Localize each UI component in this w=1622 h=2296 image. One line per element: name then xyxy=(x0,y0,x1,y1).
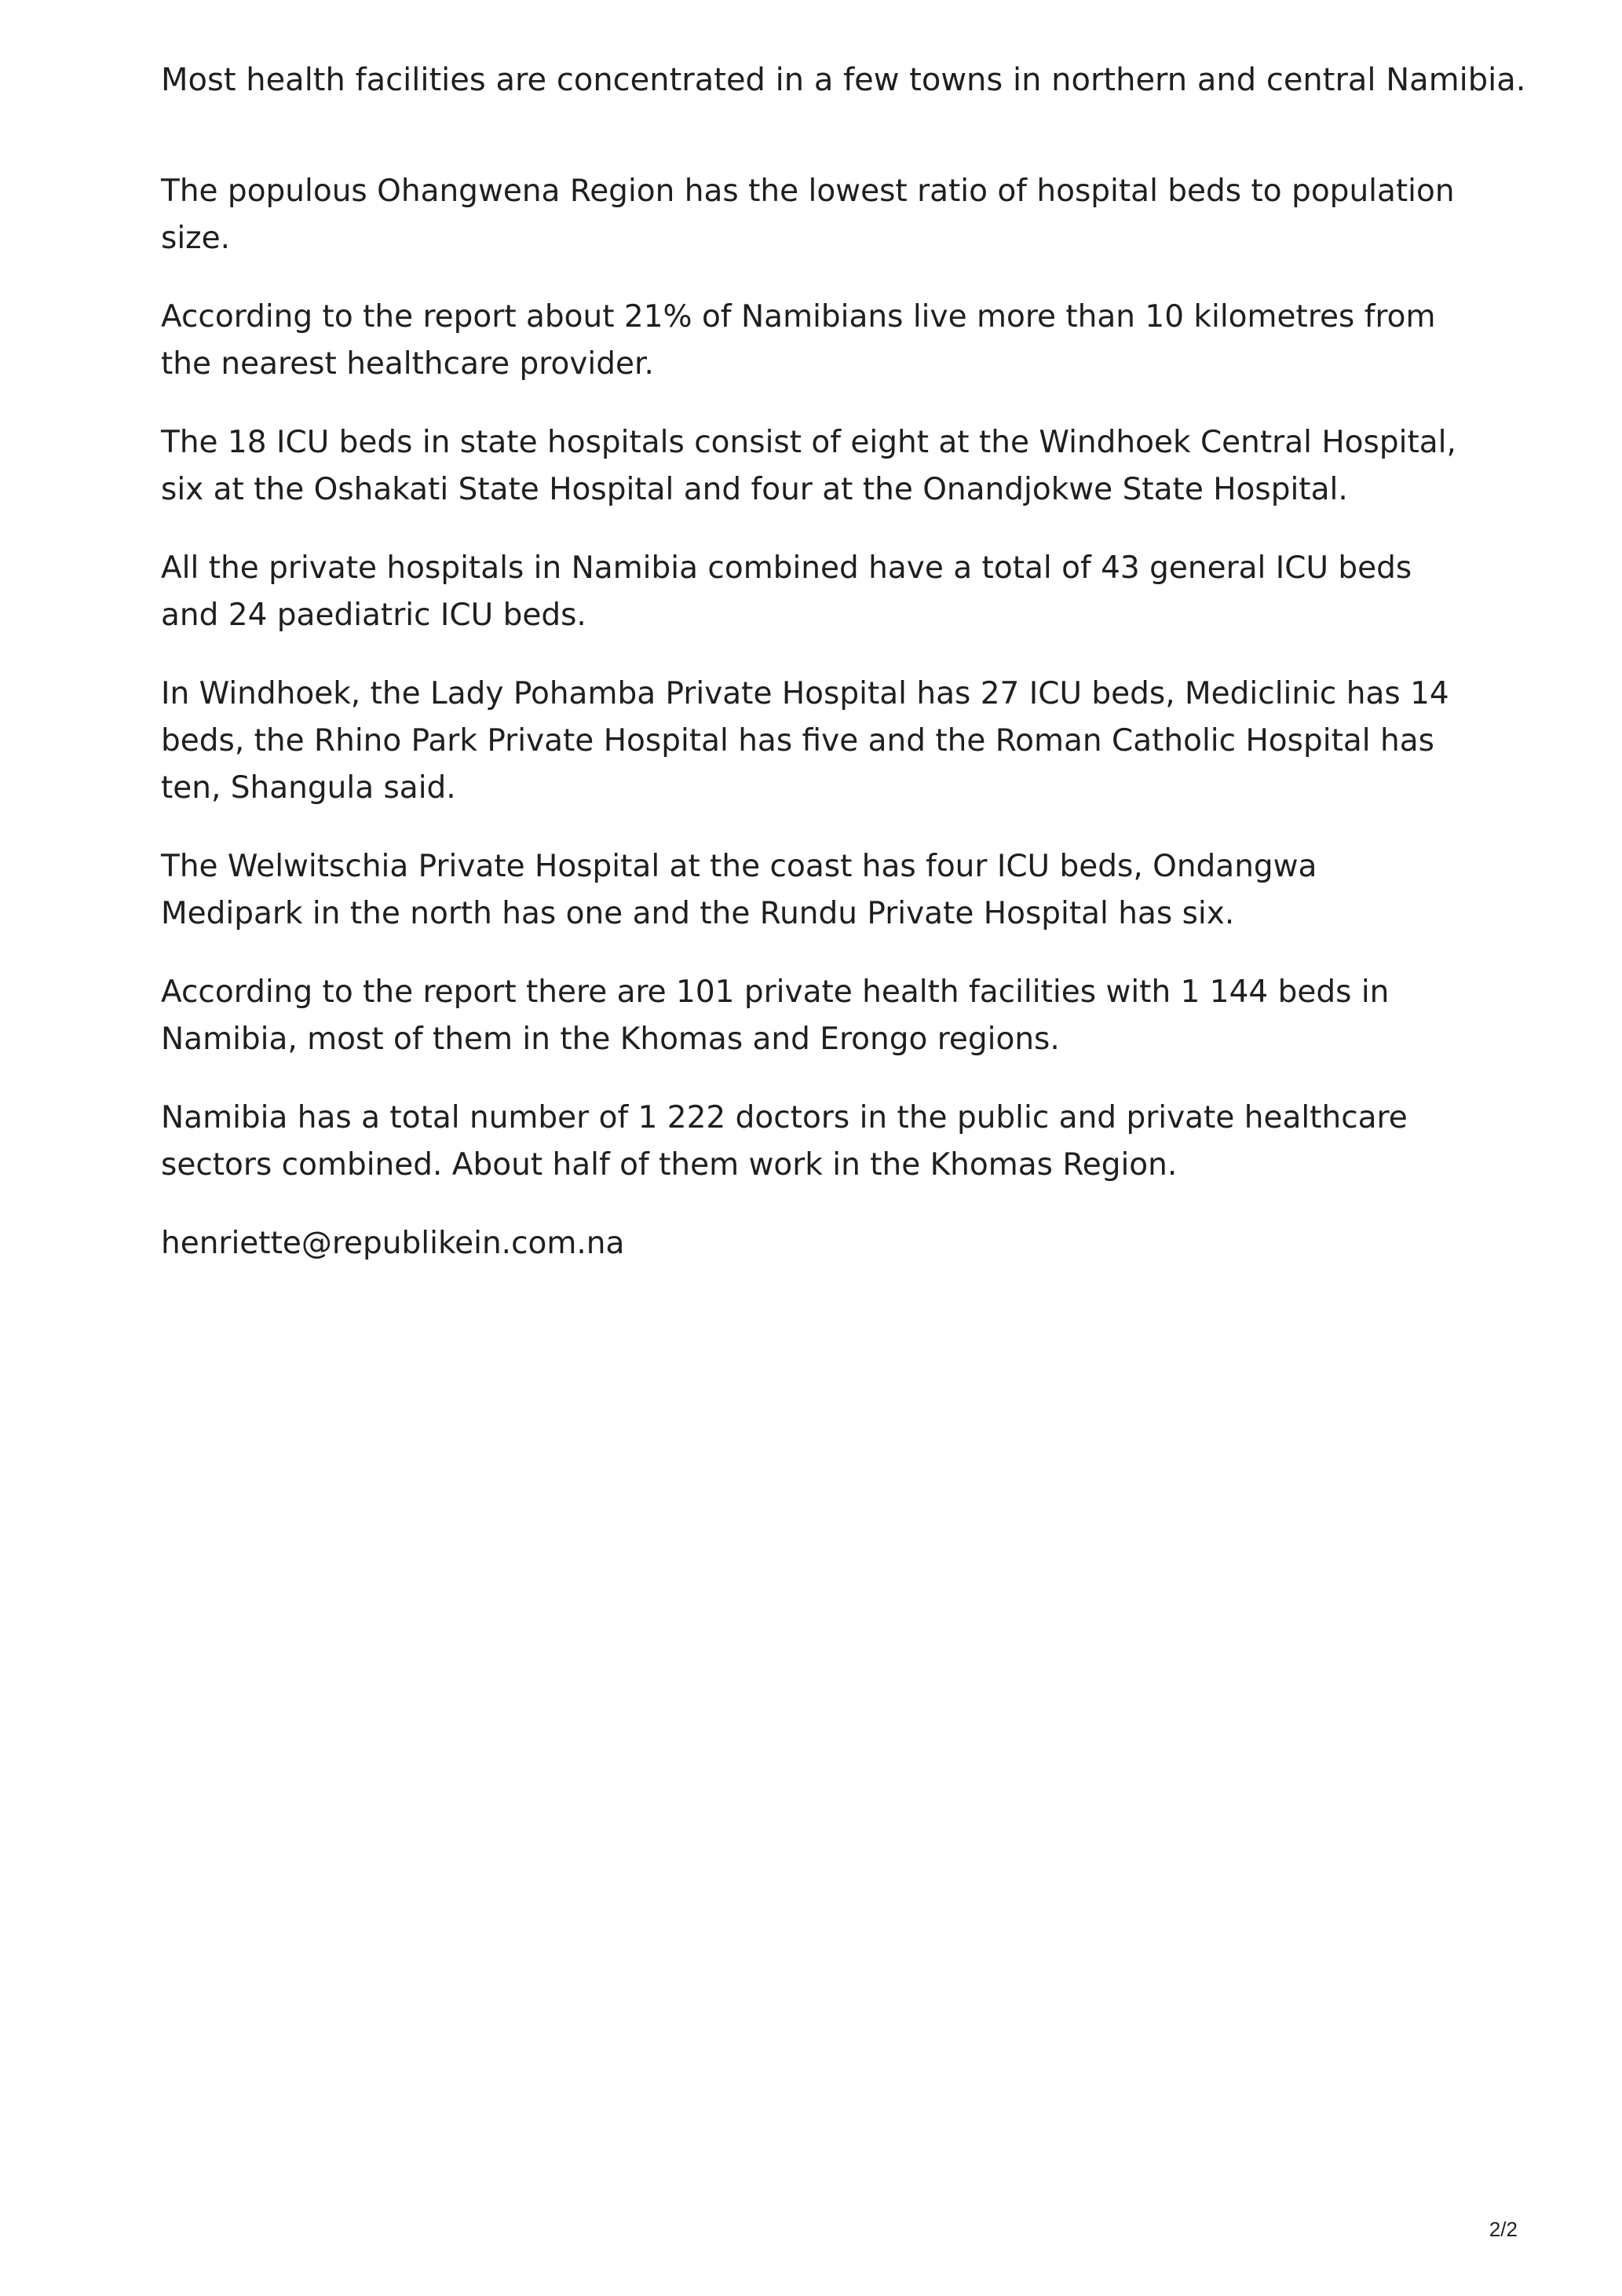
paragraph-coast-north-hospitals: The Welwitschia Private Hospital at the coast has four ICU beds, Ondangwa Medipark in the north has one and the Rundu Private Hospital has six. xyxy=(161,849,1317,931)
paragraph-ohangwena: The populous Ohangwena Region has the lowest ratio of hospital beds to population size. xyxy=(161,174,1455,256)
paragraph-distance: According to the report about 21% of Namibians live more than 10 kilometres from the nearest healthcare provider. xyxy=(161,299,1436,382)
paragraph-private-icu-totals: All the private hospitals in Namibia combined have a total of 43 general ICU beds and 24 paediatric ICU beds. xyxy=(161,550,1412,633)
paragraph-private-facilities: According to the report there are 101 private health facilities with 1 144 beds in Namibia, most of them in the Khomas and Erongo regions. xyxy=(161,974,1390,1057)
paragraph-state-icu-beds: The 18 ICU beds in state hospitals consist of eight at the Windhoek Central Hospital, six at the Oshakati State Hospital and four at the Onandjokwe State Hospital. xyxy=(161,425,1456,507)
cut-off-first-line xyxy=(161,62,1526,133)
author-email: henriette@republikein.com.na xyxy=(161,1226,625,1261)
paragraph-doctors: Namibia has a total number of 1 222 doctors in the public and private healthcare sectors combined. About half of them work in the Khomas Region. xyxy=(161,1100,1408,1183)
cut-off-line-text: Most health facilities are concentrated in a few towns in northern and central Namibia. xyxy=(161,62,1526,98)
page-number: 2/2 xyxy=(1489,2217,1518,2241)
article-body xyxy=(161,168,1456,1299)
paragraph-windhoek-hospitals: In Windhoek, the Lady Pohamba Private Hospital has 27 ICU beds, Mediclinic has 14 beds, the Rhino Park Private Hospital has five and the Roman Catholic Hospital has ten, Shangula said. xyxy=(161,676,1449,806)
